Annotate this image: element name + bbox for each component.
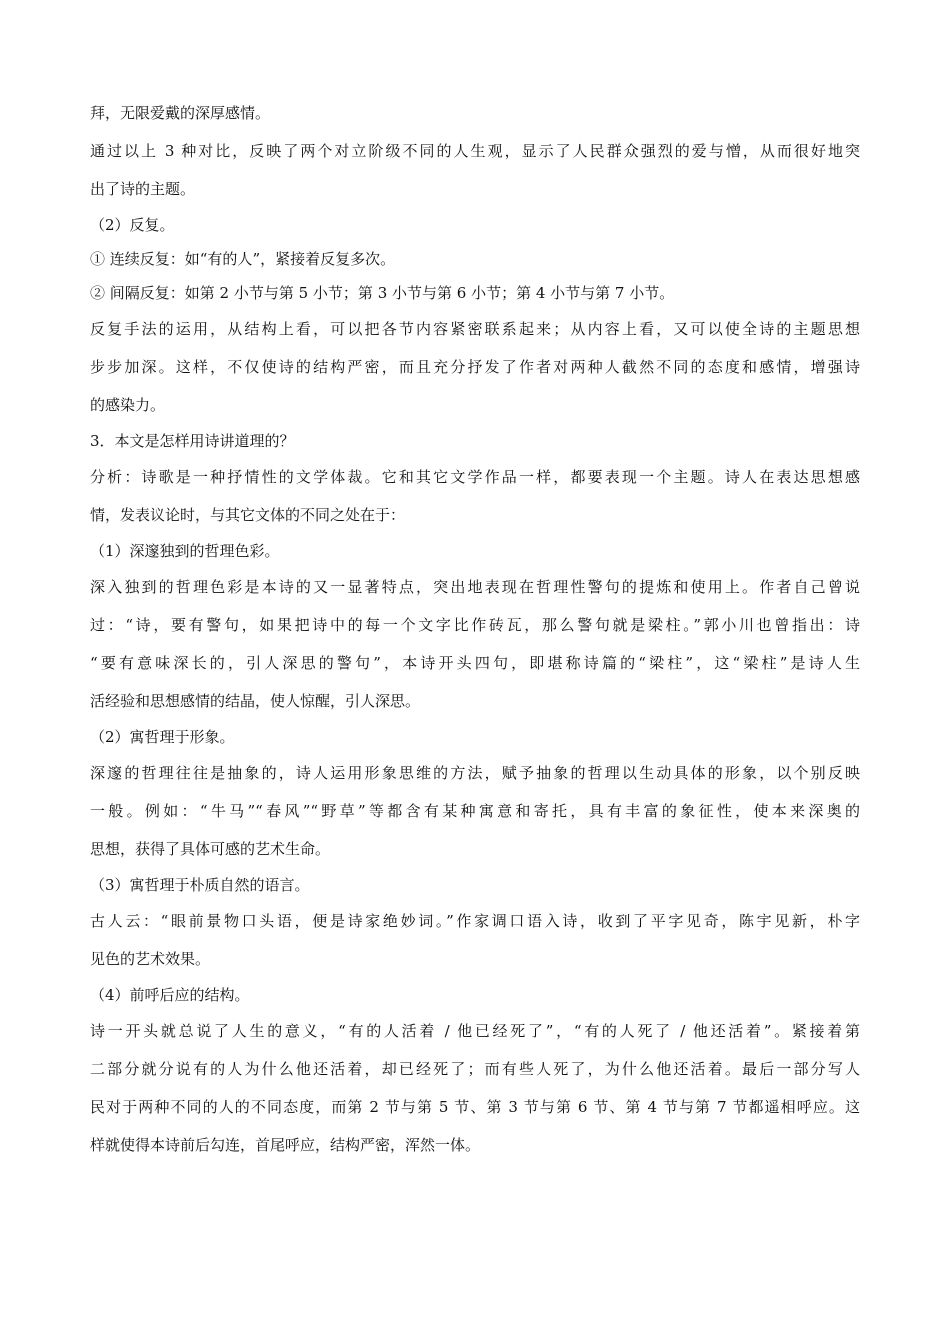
paragraph-line: 见色的艺术效果。	[90, 950, 211, 968]
paragraph-line: 活经验和思想感情的结晶，使人惊醒，引人深思。	[90, 692, 421, 710]
paragraph-line: 的感染力。	[90, 396, 166, 414]
paragraph-line: 一般。例如：“牛马”“春风”“野草”等都含有某种寓意和寄托，具有丰富的象征性，使本来深奥的	[90, 802, 860, 820]
section-heading: （2）反复。	[90, 216, 175, 234]
list-item: ① 连续反复：如“有的人”，紧接着反复多次。	[90, 250, 396, 268]
paragraph-line: 样就使得本诗前后勾连，首尾呼应，结构严密，浑然一体。	[90, 1136, 481, 1154]
paragraph-line: 深邃的哲理往往是抽象的，诗人运用形象思维的方法，赋予抽象的哲理以生动具体的形象，以个别反映	[90, 764, 860, 782]
paragraph-line: 出了诗的主题。	[90, 180, 196, 198]
paragraph-line: 反复手法的运用，从结构上看，可以把各节内容紧密联系起来；从内容上看，又可以使全诗的主题思想	[90, 320, 860, 338]
paragraph-line: 分析：诗歌是一种抒情性的文学体裁。它和其它文学作品一样，都要表现一个主题。诗人在表达思想感	[90, 468, 860, 486]
paragraph-line: 拜，无限爱戴的深厚感情。	[90, 104, 271, 122]
section-heading: （3）寓哲理于朴质自然的语言。	[90, 876, 310, 894]
paragraph-line: 步步加深。这样，不仅使诗的结构严密，而且充分抒发了作者对两种人截然不同的态度和感情，增强诗	[90, 358, 860, 376]
paragraph-line: 古人云：“眼前景物口头语，便是诗家绝妙词。”作家调口语入诗，收到了平字见奇，陈宇见新，朴字	[90, 912, 860, 930]
paragraph-line: 深入独到的哲理色彩是本诗的又一显著特点，突出地表现在哲理性警句的提炼和使用上。作者自己曾说	[90, 578, 860, 596]
paragraph-line: “要有意味深长的，引人深思的警句”，本诗开头四句，即堪称诗篇的“梁柱”，这“梁柱”是诗人生	[90, 654, 860, 672]
paragraph-line: 情，发表议论时，与其它文体的不同之处在于：	[90, 506, 406, 524]
paragraph-line: 通过以上 3 种对比，反映了两个对立阶级不同的人生观，显示了人民群众强烈的爱与憎，从而很好地突	[90, 142, 860, 160]
section-heading: （4）前呼后应的结构。	[90, 986, 250, 1004]
paragraph-line: 过：“诗，要有警句，如果把诗中的每一个文字比作砖瓦，那么警句就是梁柱。”郭小川也曾指出：诗	[90, 616, 860, 634]
section-heading: （2）寓哲理于形象。	[90, 728, 235, 746]
question-heading: 3．本文是怎样用诗讲道理的？	[90, 432, 295, 450]
list-item: ② 间隔反复：如第 2 小节与第 5 小节；第 3 小节与第 6 小节；第 4 小节与第 7 小节。	[90, 284, 675, 302]
paragraph-line: 民对于两种不同的人的不同态度，而第 2 节与第 5 节、第 3 节与第 6 节、第 4 节与第 7 节都遥相呼应。这	[90, 1098, 860, 1116]
paragraph-line: 二部分就分说有的人为什么他还活着，却已经死了；而有些人死了，为什么他还活着。最后一部分写人	[90, 1060, 860, 1078]
document-body	[90, 94, 860, 1164]
section-heading: （1）深邃独到的哲理色彩。	[90, 542, 280, 560]
paragraph-line: 思想，获得了具体可感的艺术生命。	[90, 840, 331, 858]
paragraph-line: 诗一开头就总说了人生的意义，“有的人活着 / 他已经死了”，“有的人死了 / 他还活着”。紧接着第	[90, 1022, 860, 1040]
